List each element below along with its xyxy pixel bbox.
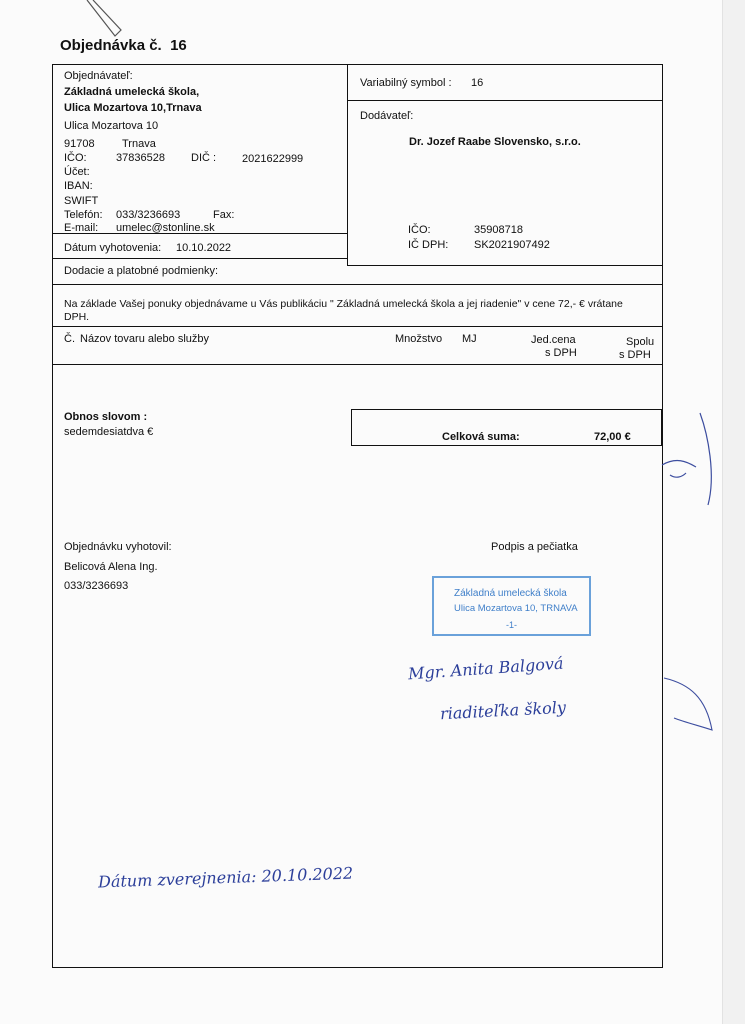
dic-value: 2021622999 — [242, 153, 304, 165]
margin-scribble — [656, 405, 722, 525]
orderer-city: Trnava — [122, 138, 156, 150]
variable-symbol-value: 16 — [471, 77, 484, 89]
handwritten-signature-name: Mgr. Anita Balgová — [407, 653, 565, 684]
ico-label: IČO: — [64, 152, 87, 164]
col-item-name: Názov tovaru alebo služby — [80, 333, 210, 345]
issuer-phone: 033/3236693 — [64, 580, 129, 592]
signature-label: Podpis a pečiatka — [491, 541, 578, 553]
stamp-line3: -1- — [506, 620, 517, 630]
account-label: Účet: — [64, 166, 90, 178]
col-number: Č. — [64, 333, 75, 345]
divider — [52, 284, 663, 285]
stamp-line2: Ulica Mozartova 10, TRNAVA — [454, 603, 578, 614]
margin-scribble-bracket — [660, 668, 720, 738]
swift-label: SWIFT — [64, 195, 99, 207]
col-unit: MJ — [462, 333, 477, 345]
phone-label: Telefón: — [64, 209, 103, 221]
fax-label: Fax: — [213, 209, 235, 221]
col-unit-price-vat: s DPH — [545, 347, 577, 359]
words-value: sedemdesiatdva € — [64, 426, 154, 438]
stamp-line1: Základná umelecká škola — [454, 588, 567, 599]
date-label: Dátum vyhotovenia: — [64, 242, 162, 254]
variable-symbol-label: Variabilný symbol : — [360, 77, 452, 89]
orderer-address: Ulica Mozartova 10,Trnava — [64, 102, 202, 114]
ico-value: 37836528 — [116, 152, 165, 164]
total-value: 72,00 € — [594, 431, 631, 443]
handwritten-signature-title: riaditeľka školy — [439, 697, 567, 724]
terms-text-line2: DPH. — [64, 311, 90, 323]
supplier-label: Dodávateľ: — [360, 110, 414, 122]
orderer-street: Ulica Mozartova 10 — [64, 120, 159, 132]
supplier-icdph-value: SK2021907492 — [474, 239, 550, 251]
divider — [52, 364, 663, 365]
total-label: Celková suma: — [442, 431, 520, 443]
orderer-name: Základná umelecká škola, — [64, 86, 200, 98]
orderer-label: Objednávateľ: — [64, 70, 133, 82]
supplier-ico-value: 35908718 — [474, 224, 523, 236]
date-value: 10.10.2022 — [176, 242, 232, 254]
email-label: E-mail: — [64, 222, 99, 234]
supplier-icdph-label: IČ DPH: — [408, 239, 449, 251]
words-label: Obnos slovom : — [64, 411, 148, 423]
iban-label: IBAN: — [64, 180, 93, 192]
handwritten-publish-date: Dátum zverejnenia: 20.10.2022 — [97, 863, 354, 892]
paper-clip-icon — [85, 0, 125, 42]
col-total-vat: s DPH — [619, 349, 651, 361]
divider — [52, 326, 663, 327]
col-quantity: Množstvo — [395, 333, 443, 345]
col-unit-price: Jed.cena — [531, 334, 576, 346]
supplier-name: Dr. Jozef Raabe Slovensko, s.r.o. — [409, 136, 581, 148]
page-title: Objednávka č. 16 — [60, 37, 187, 54]
email-value: umelec@stonline.sk — [116, 222, 215, 234]
supplier-ico-label: IČO: — [408, 224, 431, 236]
orderer-zip: 91708 — [64, 138, 95, 150]
page-edge — [722, 0, 745, 1024]
col-total: Spolu — [626, 336, 655, 348]
issuer-label: Objednávku vyhotovil: — [64, 541, 172, 553]
terms-label: Dodacie a platobné podmienky: — [64, 265, 219, 277]
terms-text-line1: Na základe Vašej ponuky objednávame u Vás publikáciu " Základná umelecká škola a jej riadenie" v cene 72,- € vrátane — [64, 298, 623, 310]
issuer-name: Belicová Alena Ing. — [64, 561, 158, 573]
divider — [52, 258, 348, 259]
dic-label: DIČ : — [191, 152, 217, 164]
phone-value: 033/3236693 — [116, 209, 181, 221]
